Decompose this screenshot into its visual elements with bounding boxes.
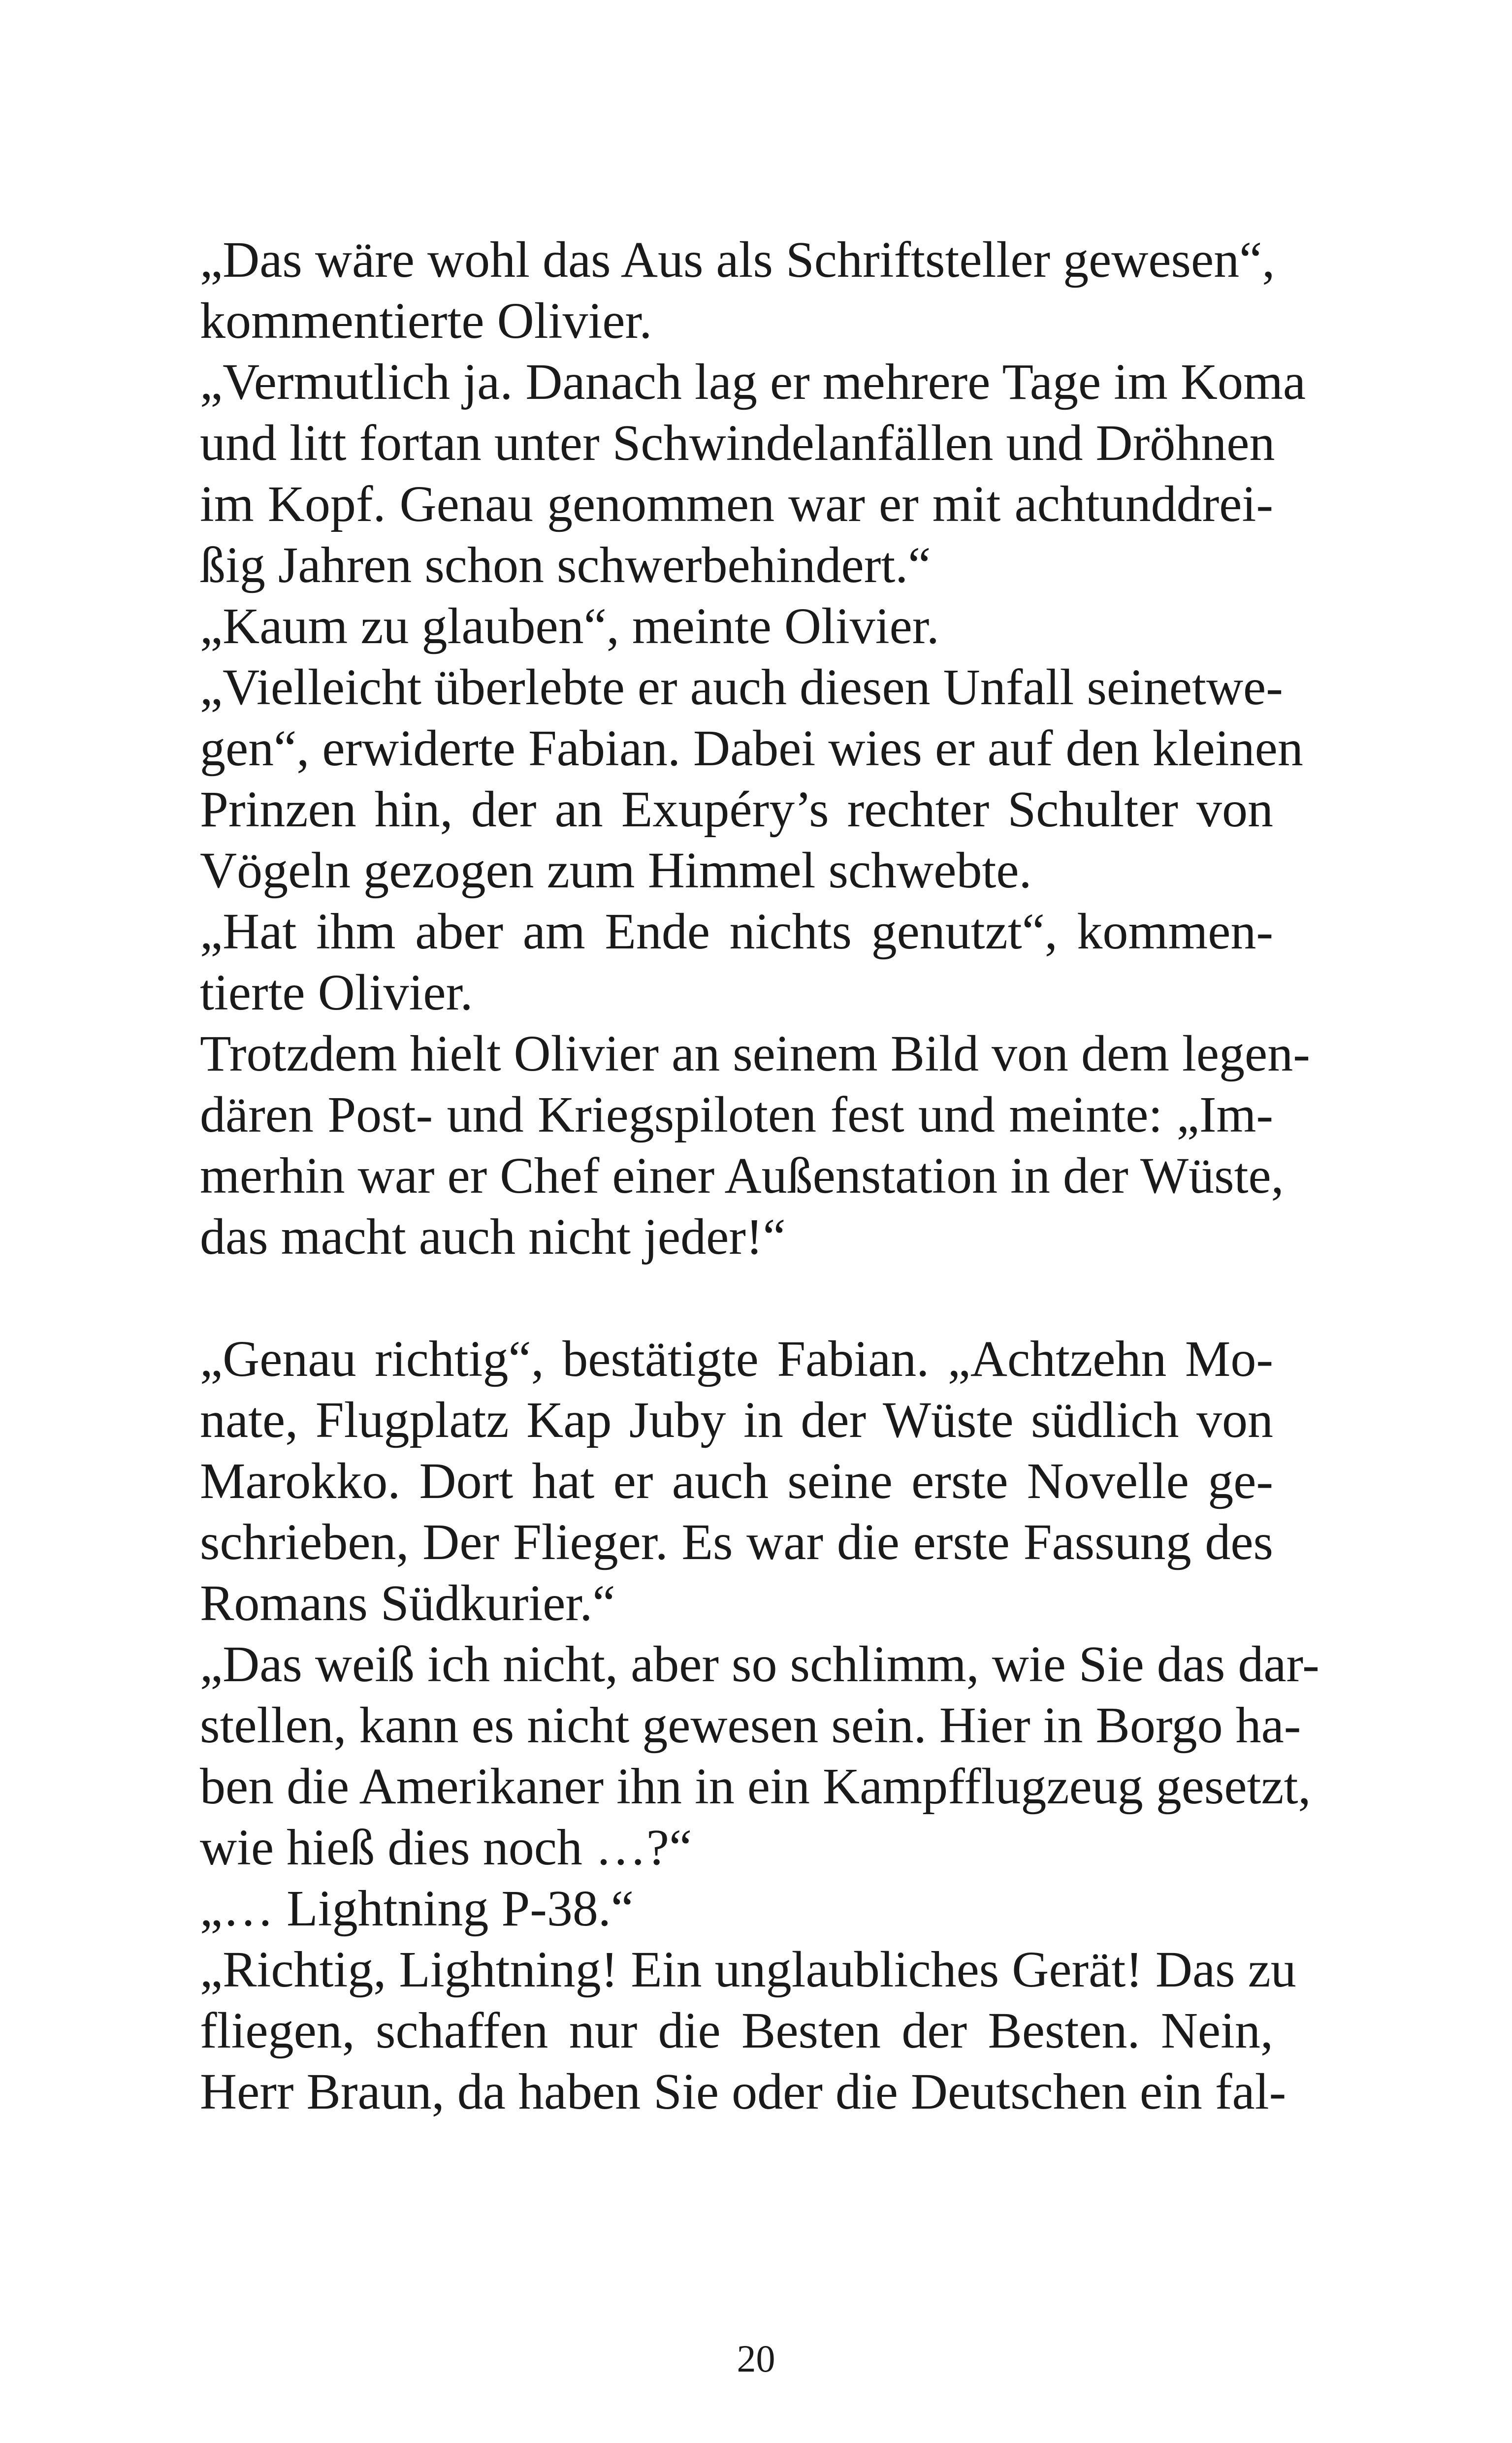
text-line: fliegen, schaffen nur die Besten der Besten. Nein, [200,2002,1273,2059]
text-line: nate, Flugplatz Kap Juby in der Wüste südlich von [200,1392,1273,1448]
text-line: Herr Braun, da haben Sie oder die Deutschen ein fal- [200,2063,1287,2120]
text-line: „… Lightning P-38.“ [200,1880,634,1937]
text-line: kommentierte Olivier. [200,293,652,349]
text-line: dären Post- und Kriegspiloten fest und meinte: „Im- [200,1086,1273,1143]
text-line: Trotzdem hielt Olivier an seinem Bild von dem legen- [200,1025,1310,1082]
text-line: gen“, erwiderte Fabian. Dabei wies er auf den kleinen [200,720,1303,777]
text-line: merhin war er Chef einer Außenstation in der Wüste, [200,1147,1284,1204]
text-line: „Genau richtig“, bestätigte Fabian. „Achtzehn Mo- [200,1331,1273,1387]
text-line: ben die Amerikaner ihn in ein Kampfflugzeug gesetzt, [200,1758,1311,1815]
text-line: tierte Olivier. [200,964,473,1021]
text-line: Prinzen hin, der an Exupéry’s rechter Schulter von [200,781,1273,838]
text-line: Marokko. Dort hat er auch seine erste Novelle ge- [200,1453,1273,1509]
text-line: ßig Jahren schon schwerbehindert.“ [200,537,931,593]
text-line: und litt fortan unter Schwindelanfällen und Dröhnen [200,415,1275,471]
text-line: „Richtig, Lightning! Ein unglaubliches Gerät! Das zu [200,1941,1296,1998]
text-line: schrieben, Der Flieger. Es war die erste Fassung des [200,1514,1273,1570]
text-line: „Das wäre wohl das Aus als Schriftsteller gewesen“, [200,231,1275,288]
text-line: Vögeln gezogen zum Himmel schwebte. [200,842,1032,899]
text-line: das macht auch nicht jeder!“ [200,1208,786,1265]
text-line: stellen, kann es nicht gewesen sein. Hier in Borgo ha- [200,1697,1301,1754]
text-line: wie hieß dies noch …?“ [200,1819,692,1876]
page-number: 20 [737,2337,775,2380]
text-line: „Hat ihm aber am Ende nichts genutzt“, kommen- [200,903,1273,960]
text-line: Romans Südkurier.“ [200,1575,615,1631]
body-text [200,229,1319,2122]
text-line: „Das weiß ich nicht, aber so schlimm, wie Sie das dar- [200,1636,1319,1693]
text-line: „Vermutlich ja. Danach lag er mehrere Tage im Koma [200,354,1306,410]
text-line: im Kopf. Genau genommen war er mit achtunddrei- [200,476,1273,532]
text-line: „Kaum zu glauben“, meinte Olivier. [200,598,939,654]
text-line: „Vielleicht überlebte er auch diesen Unfall seinetwe- [200,659,1283,716]
paragraph-gap [200,1268,1273,1329]
